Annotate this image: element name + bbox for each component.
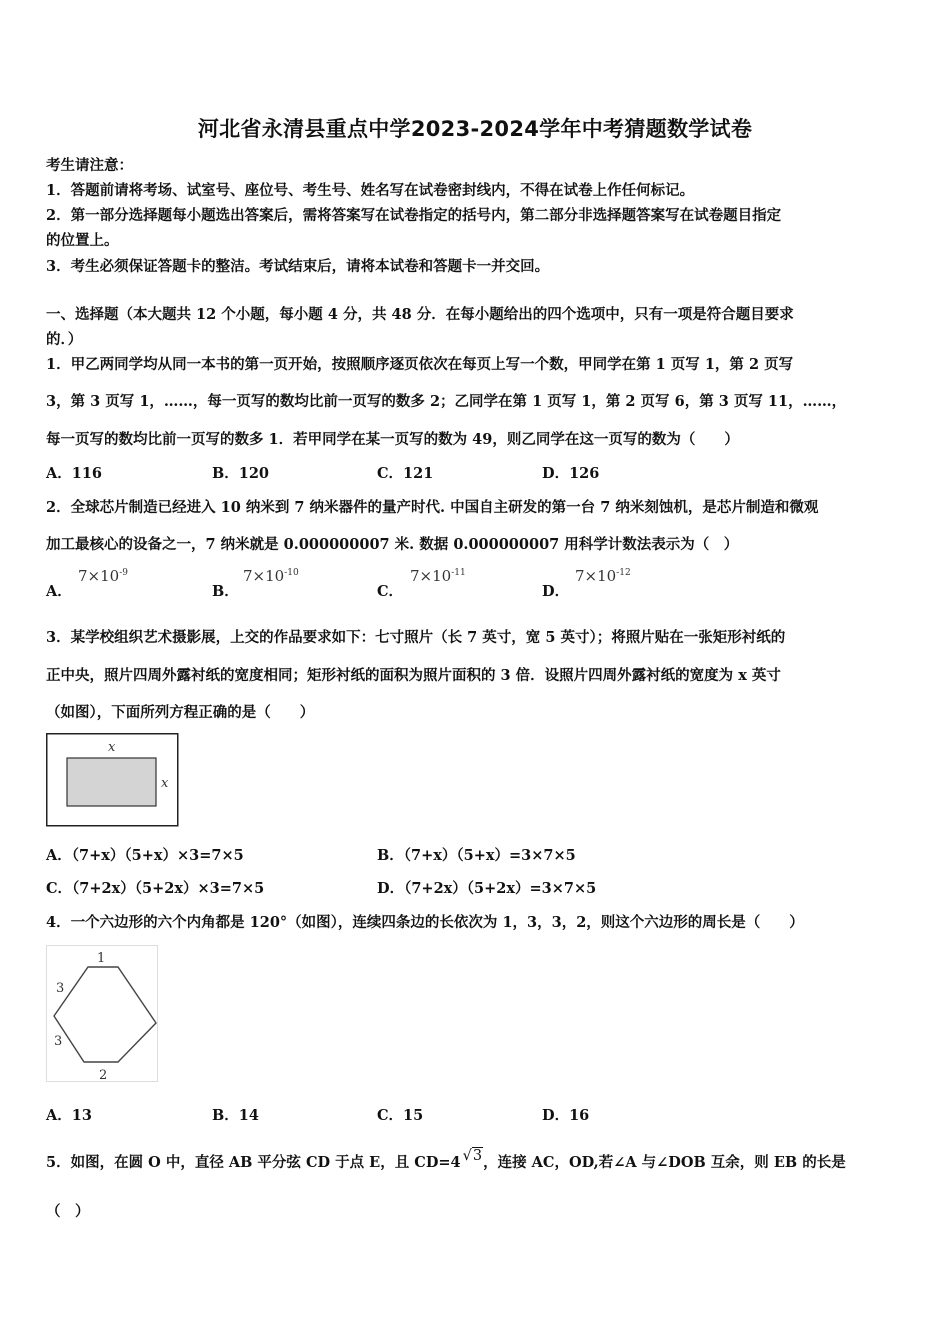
q2-line-1: 2．全球芯片制造已经进入 10 纳米到 7 纳米器件的量产时代. 中国自主研发的第一台 7 纳米刻蚀机，是芯片制造和微观 xyxy=(46,499,819,516)
q5-sqrt-radicand: 3 xyxy=(472,1148,483,1164)
q2-option-c-value xyxy=(410,567,466,585)
q2-option-b-exp: -10 xyxy=(284,568,299,578)
q4-hexagon-figure xyxy=(46,945,161,1085)
q4-option-d: D．16 xyxy=(542,1107,590,1124)
notice-item-1: 1．答题前请将考场、试室号、座位号、考生号、姓名写在试卷密封线内，不得在试卷上作任何标记。 xyxy=(46,182,695,199)
notice-heading: 考生请注意： xyxy=(46,157,133,174)
q2-option-c-base: 7×10 xyxy=(410,567,452,585)
section-heading-line1: 一、选择题（本大题共 12 个小题，每小题 4 分，共 48 分．在每小题给出的四个选项中，只有一项是符合题目要求 xyxy=(46,306,794,323)
q5-sqrt-sign: √ xyxy=(462,1148,472,1164)
notice-item-3: 3．考生必须保证答题卡的整洁。考试结束后，请将本试卷和答题卡一并交回。 xyxy=(46,258,550,275)
page-title: 河北省永清县重点中学2023-2024学年中考猜题数学试卷 xyxy=(197,117,753,141)
q5-sqrt xyxy=(463,1148,483,1164)
q2-option-a-letter: A． xyxy=(46,583,72,600)
q3-figure-photo xyxy=(67,758,156,806)
q2-line-2: 加工最核心的设备之一，7 纳米就是 0.000000007 米. 数据 0.000000007 用科学计数法表示为（ ） xyxy=(46,536,739,553)
q2-option-a-base: 7×10 xyxy=(78,567,120,585)
q3-figure-label-top: x xyxy=(108,740,116,755)
q1-line-2: 3，第 3 页写 1，……，每一页写的数均比前一页写的数多 2；乙同学在第 1 页写 1，第 2 页写 6，第 3 页写 11，……， xyxy=(46,393,847,410)
q2-option-d-letter: D． xyxy=(542,583,570,600)
q3-option-b: B．（7+x）（5+x）=3×7×5 xyxy=(377,847,576,864)
q3-option-a: A．（7+x）（5+x）×3=7×5 xyxy=(46,847,244,864)
q4-option-b: B．14 xyxy=(212,1107,259,1124)
q4-label-1: 1 xyxy=(97,951,106,966)
section-heading-line2: 的．） xyxy=(46,331,83,348)
q1-option-b: B．120 xyxy=(212,465,270,482)
q4-label-2: 2 xyxy=(99,1068,108,1083)
q5-text-post: ，连接 AC，OD,若∠A 与∠DOB 互余，则 EB 的长是 xyxy=(483,1154,846,1171)
q5-line-2: （ ） xyxy=(46,1203,90,1220)
q5-line-1 xyxy=(46,1148,846,1172)
q4-label-3-upper: 3 xyxy=(56,981,65,996)
q2-option-c-exp: -11 xyxy=(451,568,466,578)
q4-option-a: A．13 xyxy=(46,1107,92,1124)
q3-line-3: （如图），下面所列方程正确的是（ ） xyxy=(46,704,315,721)
q1-option-c: C．121 xyxy=(377,465,434,482)
q2-option-d-exp: -12 xyxy=(616,568,631,578)
q2-option-b-value xyxy=(243,567,299,585)
notice-item-2-cont: 的位置上。 xyxy=(46,232,119,249)
q2-option-c-letter: C． xyxy=(377,583,404,600)
q3-line-1: 3．某学校组织艺术摄影展，上交的作品要求如下：七寸照片（长 7 英寸，宽 5 英寸）；将照片贴在一张矩形衬纸的 xyxy=(46,629,786,646)
q1-line-1: 1．甲乙两同学均从同一本书的第一页开始，按照顺序逐页依次在每页上写一个数，甲同学在第 1 页写 1，第 2 页写 xyxy=(46,356,794,373)
q4-line: 4．一个六边形的六个内角都是 120°（如图），连续四条边的长依次为 1，3，3，2，则这个六边形的周长是（ ） xyxy=(46,914,804,931)
q1-line-3: 每一页写的数均比前一页写的数多 1．若甲同学在某一页写的数为 49，则乙同学在这一页写的数为（ ） xyxy=(46,431,739,448)
q5-text-pre: 5．如图，在圆 O 中，直径 AB 平分弦 CD 于点 E，且 CD=4 xyxy=(46,1154,461,1171)
q3-figure-label-right: x xyxy=(161,776,169,791)
q4-option-c: C．15 xyxy=(377,1107,424,1124)
q3-option-d: D．（7+2x）（5+2x）=3×7×5 xyxy=(377,880,597,897)
q3-figure xyxy=(46,733,179,828)
q1-option-a: A．116 xyxy=(46,465,103,482)
q2-option-a-exp: -9 xyxy=(119,568,128,578)
q2-option-b-base: 7×10 xyxy=(243,567,285,585)
q2-option-d-base: 7×10 xyxy=(575,567,617,585)
q4-label-3-lower: 3 xyxy=(54,1034,63,1049)
q1-option-d: D．126 xyxy=(542,465,600,482)
notice-item-2: 2．第一部分选择题每小题选出答案后，需将答案写在试卷指定的括号内，第二部分非选择题答案写在试卷题目指定 xyxy=(46,207,782,224)
q3-option-c: C．（7+2x）（5+2x）×3=7×5 xyxy=(46,880,265,897)
q2-option-b-letter: B． xyxy=(212,583,239,600)
q2-option-a-value xyxy=(78,567,128,585)
q2-option-d-value xyxy=(575,567,631,585)
q3-line-2: 正中央，照片四周外露衬纸的宽度相同；矩形衬纸的面积为照片面积的 3 倍．设照片四周外露衬纸的宽度为 x 英寸 xyxy=(46,667,781,684)
